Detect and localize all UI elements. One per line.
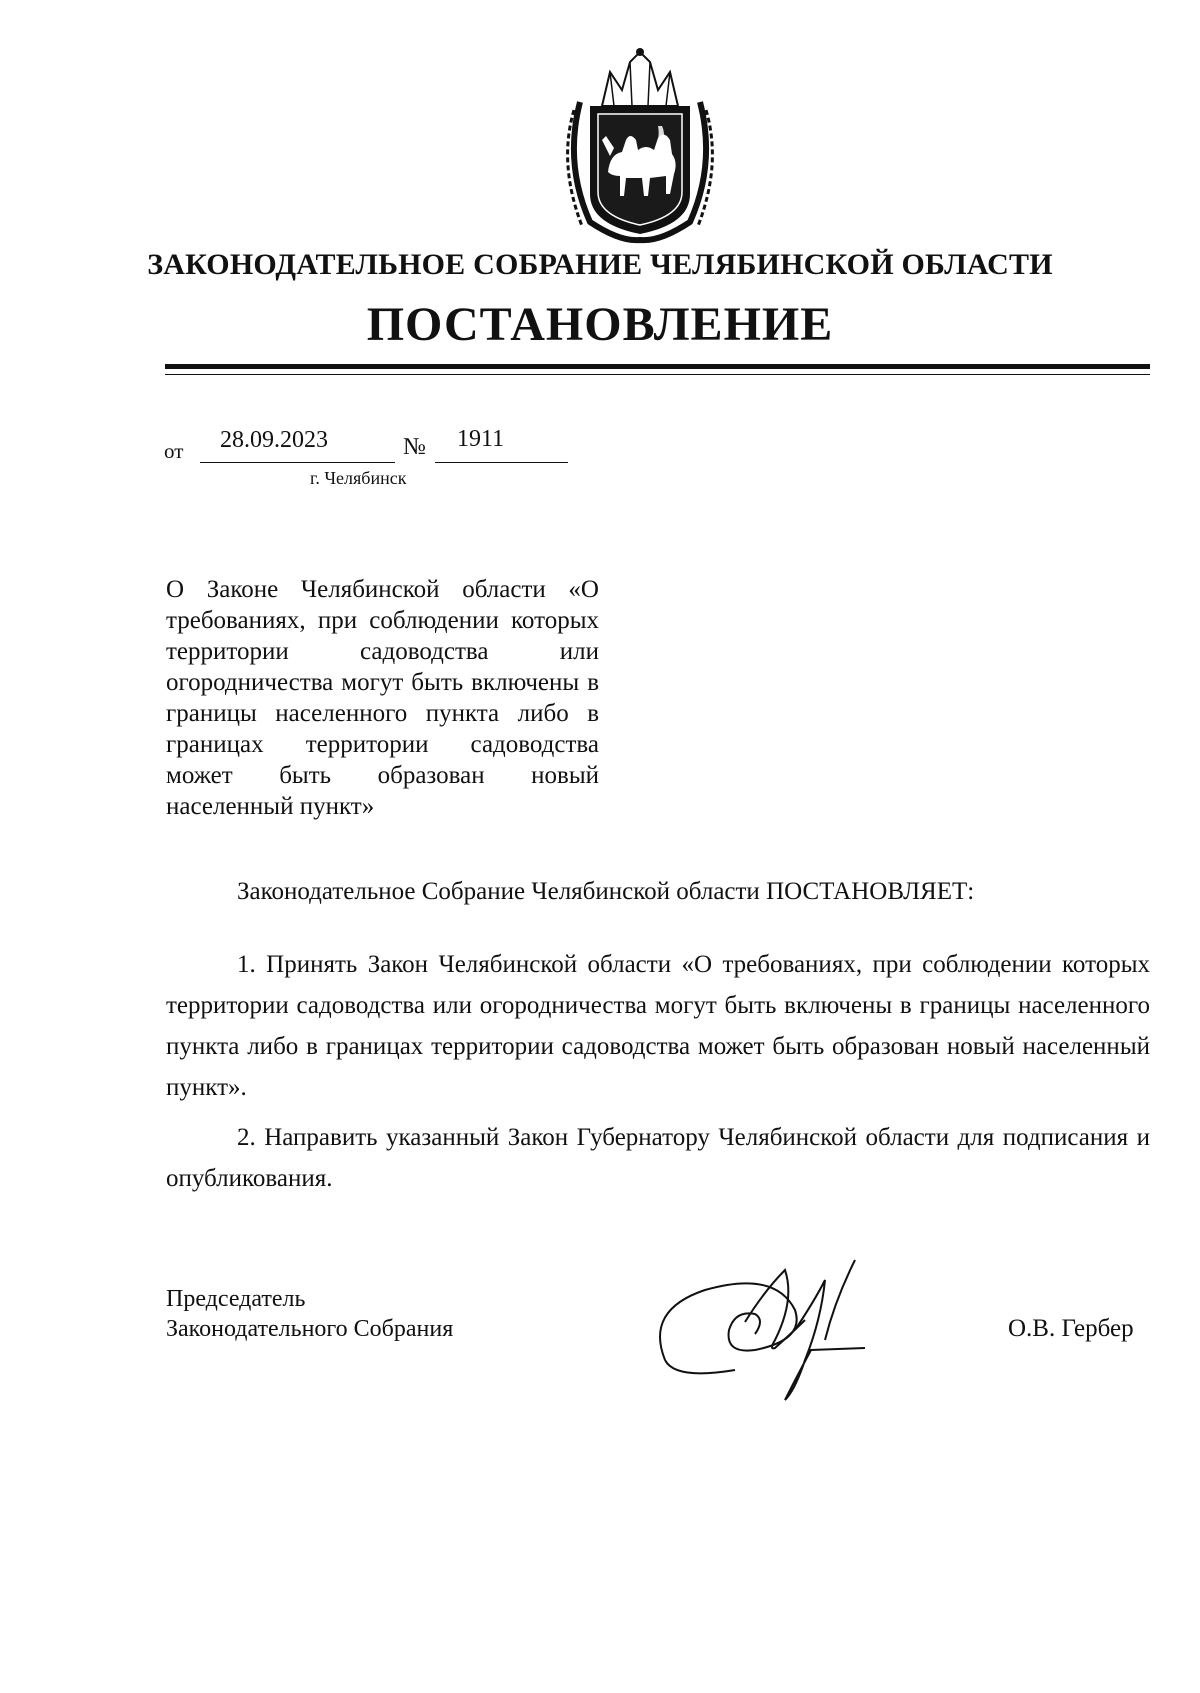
header-rule-thin xyxy=(165,374,1150,375)
date-label: от xyxy=(164,439,184,463)
document-date: 28.09.2023 xyxy=(220,427,328,453)
organization-title: ЗАКОНОДАТЕЛЬНОЕ СОБРАНИЕ ЧЕЛЯБИНСКОЙ ОБЛАСТИ xyxy=(147,248,1053,281)
city-label: г. Челябинск xyxy=(310,468,407,488)
signatory-title xyxy=(166,1284,453,1344)
resolution-item: 1. Принять Закон Челябинской области «О требованиях, при соблюдении которых территории садоводства или огородничества могут быть включены в границы населенного пункта либо в границах территории садоводства может быть образован новый населенный пункт». xyxy=(166,951,1150,1101)
number-underline xyxy=(435,462,568,463)
handwritten-signature-icon xyxy=(645,1230,905,1410)
document-subject: О Законе Челябинской области «О требованиях, при соблюдении которых территории садоводства или огородничества могут быть включены в границы населенного пункта либо в границах территории садоводства может быть образован новый населенный пункт» xyxy=(166,576,599,820)
chelyabinsk-coat-of-arms-icon xyxy=(550,44,730,244)
number-label: № xyxy=(403,434,426,460)
document-number: 1911 xyxy=(457,426,505,452)
date-underline xyxy=(200,462,395,463)
header-rule-thick xyxy=(165,364,1150,369)
signatory-title-line: Законодательного Собрания xyxy=(166,1316,454,1342)
resolution-item: 2. Направить указанный Закон Губернатору Челябинской области для подписания и опубликования. xyxy=(166,1124,1150,1192)
resolution-items xyxy=(166,944,1150,1199)
preamble: Законодательное Собрание Челябинской области ПОСТАНОВЛЯЕТ: xyxy=(237,878,975,905)
document-type-title: ПОСТАНОВЛЕНИЕ xyxy=(366,298,834,351)
signatory-title-line: Председатель xyxy=(166,1286,306,1312)
signatory-name: О.В. Гербер xyxy=(1008,1315,1134,1342)
